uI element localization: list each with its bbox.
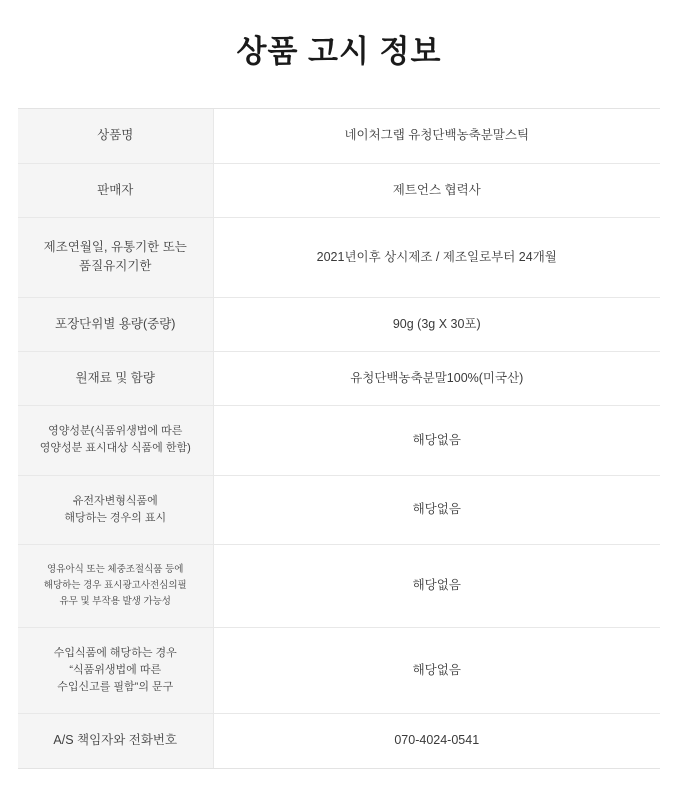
row-value: 해당없음 [213, 628, 660, 714]
row-value: 유청단백농축분말100%(미국산) [213, 352, 660, 406]
row-label: A/S 책임자와 전화번호 [18, 714, 213, 768]
row-label: 수입식품에 해당하는 경우 “식품위생법에 따른 수입신고를 필함”의 문구 [18, 628, 213, 714]
row-value: 제트언스 협력사 [213, 163, 660, 217]
row-value: 2021년이후 상시제조 / 제조일로부터 24개월 [213, 217, 660, 297]
row-label: 포장단위별 용량(중량) [18, 297, 213, 351]
table-row [18, 406, 660, 475]
row-value: 네이처그랩 유청단백농축분말스틱 [213, 109, 660, 163]
table-row [18, 628, 660, 714]
table-row [18, 297, 660, 351]
row-label: 상품명 [18, 109, 213, 163]
row-value: 해당없음 [213, 544, 660, 627]
row-value: 070-4024-0541 [213, 714, 660, 768]
row-label: 제조연월일, 유통기한 또는 품질유지기한 [18, 217, 213, 297]
row-value: 90g (3g X 30포) [213, 297, 660, 351]
row-value: 해당없음 [213, 406, 660, 475]
table-row [18, 475, 660, 544]
product-info-table-wrapper [18, 108, 660, 768]
row-label: 영양성분(식품위생법에 따른 영양성분 표시대상 식품에 한함) [18, 406, 213, 475]
table-row [18, 544, 660, 627]
row-label: 유전자변형식품에 해당하는 경우의 표시 [18, 475, 213, 544]
table-row [18, 714, 660, 768]
row-label: 원재료 및 함량 [18, 352, 213, 406]
row-label: 영유아식 또는 체중조절식품 등에 해당하는 경우 표시광고사전심의필 유무 및 부작용 발생 가능성 [18, 544, 213, 627]
table-row [18, 352, 660, 406]
row-value: 해당없음 [213, 475, 660, 544]
product-info-table [18, 109, 660, 767]
table-row [18, 163, 660, 217]
table-row [18, 109, 660, 163]
row-label: 판매자 [18, 163, 213, 217]
table-row [18, 217, 660, 297]
page-title: 상품 고시 정보 [236, 34, 442, 69]
table-body [18, 109, 660, 767]
